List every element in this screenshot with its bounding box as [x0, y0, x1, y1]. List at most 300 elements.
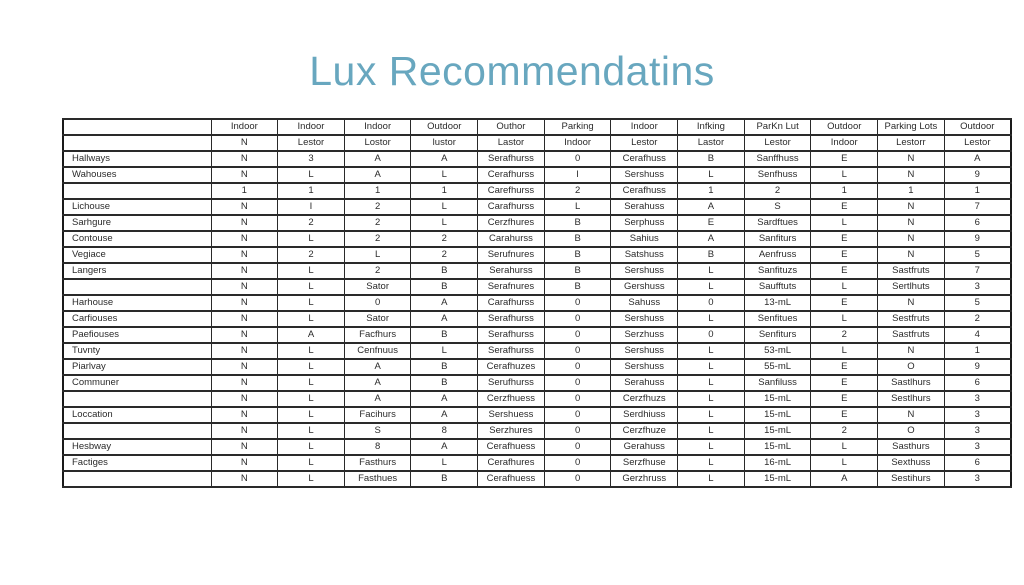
row-label-cell: Carfiouses [63, 311, 211, 327]
lux-recommendations-table [62, 118, 1012, 488]
data-cell: Sertlhuts [878, 279, 945, 295]
table-row [63, 375, 1011, 391]
data-cell: 2 [344, 231, 411, 247]
row-label-cell [63, 423, 211, 439]
data-cell: L [411, 199, 478, 215]
data-cell: L [678, 359, 745, 375]
data-cell: 0 [544, 311, 611, 327]
data-cell: Cerafhuss [611, 183, 678, 199]
data-cell: L [678, 423, 745, 439]
data-cell: 5 [944, 295, 1011, 311]
data-cell: L [278, 167, 345, 183]
row-label-cell: Tuvnty [63, 343, 211, 359]
table-row [63, 327, 1011, 343]
data-cell: 15-mL [744, 423, 811, 439]
data-cell: L [278, 471, 345, 487]
data-cell: 0 [544, 455, 611, 471]
data-cell: 0 [544, 439, 611, 455]
data-cell: 0 [344, 295, 411, 311]
data-cell: 15-mL [744, 407, 811, 423]
row-label-cell [63, 471, 211, 487]
data-cell: N [878, 407, 945, 423]
data-cell: Sershuss [611, 263, 678, 279]
data-cell: 2 [411, 247, 478, 263]
data-cell: Serzfhuse [611, 455, 678, 471]
data-cell: 1 [678, 183, 745, 199]
data-cell: 3 [944, 423, 1011, 439]
data-cell: Gerahuss [611, 439, 678, 455]
column-header: lustor [411, 135, 478, 151]
data-cell: Sershuss [611, 167, 678, 183]
data-cell: N [878, 151, 945, 167]
data-cell: N [211, 423, 278, 439]
data-cell: 3 [944, 391, 1011, 407]
data-cell: Sershuss [611, 311, 678, 327]
data-cell: Cerafhuss [611, 151, 678, 167]
data-cell: Sardftues [744, 215, 811, 231]
table-row [63, 391, 1011, 407]
data-cell: L [278, 391, 345, 407]
data-cell: Sanfituzs [744, 263, 811, 279]
data-cell: 2 [944, 311, 1011, 327]
data-cell: 2 [278, 215, 345, 231]
data-cell: A [411, 407, 478, 423]
data-cell: L [544, 199, 611, 215]
data-cell: L [278, 359, 345, 375]
data-cell: Serufhurss [478, 375, 545, 391]
column-header: Parking Lots [878, 119, 945, 135]
data-cell: B [544, 247, 611, 263]
data-cell: Serdhiuss [611, 407, 678, 423]
data-cell: N [211, 231, 278, 247]
data-cell: I [278, 199, 345, 215]
column-header: Lestor [278, 135, 345, 151]
data-cell: 3 [278, 151, 345, 167]
data-cell: A [411, 391, 478, 407]
data-cell: A [944, 151, 1011, 167]
data-cell: 2 [811, 423, 878, 439]
data-cell: L [678, 455, 745, 471]
data-cell: N [211, 359, 278, 375]
data-cell: O [878, 423, 945, 439]
data-cell: E [811, 199, 878, 215]
data-cell: 9 [944, 359, 1011, 375]
data-cell: L [344, 247, 411, 263]
data-cell: S [344, 423, 411, 439]
data-cell: A [678, 231, 745, 247]
data-cell: L [811, 215, 878, 231]
data-cell: 7 [944, 263, 1011, 279]
data-cell: L [811, 439, 878, 455]
data-cell: Cerzfhuze [611, 423, 678, 439]
data-cell: A [811, 471, 878, 487]
data-cell: A [411, 311, 478, 327]
data-cell: 16-mL [744, 455, 811, 471]
data-cell: 0 [544, 151, 611, 167]
data-cell: L [678, 167, 745, 183]
data-cell: 0 [544, 471, 611, 487]
table-row [63, 295, 1011, 311]
column-header: Indoor [544, 135, 611, 151]
data-cell: 9 [944, 231, 1011, 247]
data-cell: L [678, 343, 745, 359]
data-cell: L [278, 375, 345, 391]
row-label-cell [63, 183, 211, 199]
data-cell: Sershuess [478, 407, 545, 423]
data-cell: 6 [944, 375, 1011, 391]
data-cell: L [678, 279, 745, 295]
row-label-cell: Factiges [63, 455, 211, 471]
column-header: Outhor [478, 119, 545, 135]
data-cell: Senfhuss [744, 167, 811, 183]
data-cell: Sanfiturs [744, 231, 811, 247]
data-cell: E [811, 407, 878, 423]
data-cell: N [211, 263, 278, 279]
row-label-header [63, 119, 211, 135]
data-cell: B [544, 263, 611, 279]
data-cell: 2 [344, 263, 411, 279]
data-cell: E [811, 295, 878, 311]
data-cell: Serafnures [478, 279, 545, 295]
data-cell: Sestlhurs [878, 391, 945, 407]
table-row [63, 215, 1011, 231]
column-header: Indoor [344, 119, 411, 135]
row-label-cell [63, 279, 211, 295]
data-cell: 1 [944, 183, 1011, 199]
data-cell: 0 [544, 407, 611, 423]
data-cell: N [878, 215, 945, 231]
data-cell: 0 [678, 295, 745, 311]
column-header: Indoor [611, 119, 678, 135]
data-cell: Sershuss [611, 359, 678, 375]
data-cell: 2 [811, 327, 878, 343]
data-cell: Serufnures [478, 247, 545, 263]
data-cell: L [811, 279, 878, 295]
data-cell: B [411, 279, 478, 295]
data-cell: Serzhuss [611, 327, 678, 343]
data-cell: N [878, 247, 945, 263]
data-cell: 1 [811, 183, 878, 199]
data-cell: E [811, 247, 878, 263]
data-cell: Serafhurss [478, 343, 545, 359]
data-cell: L [811, 455, 878, 471]
data-cell: Serphuss [611, 215, 678, 231]
data-cell: L [278, 279, 345, 295]
data-cell: 0 [544, 327, 611, 343]
data-cell: Senfitues [744, 311, 811, 327]
table-body [63, 151, 1011, 487]
data-cell: Fasthues [344, 471, 411, 487]
data-cell: L [678, 439, 745, 455]
row-label-cell: Langers [63, 263, 211, 279]
data-cell: 0 [544, 343, 611, 359]
data-cell: L [811, 311, 878, 327]
data-cell: N [211, 199, 278, 215]
data-cell: L [411, 167, 478, 183]
data-cell: Carafhurss [478, 199, 545, 215]
column-header: Indoor [811, 135, 878, 151]
data-cell: Serahuss [611, 199, 678, 215]
data-cell: L [678, 263, 745, 279]
data-cell: Sahuss [611, 295, 678, 311]
row-label-cell: Hallways [63, 151, 211, 167]
data-cell: N [878, 199, 945, 215]
data-cell: 6 [944, 455, 1011, 471]
data-cell: 55-mL [744, 359, 811, 375]
data-cell: 3 [944, 471, 1011, 487]
column-header: N [211, 135, 278, 151]
data-cell: Sastfruts [878, 263, 945, 279]
row-label-cell: Lichouse [63, 199, 211, 215]
data-cell: 5 [944, 247, 1011, 263]
data-cell: L [278, 343, 345, 359]
column-header: Parking [544, 119, 611, 135]
data-cell: L [678, 471, 745, 487]
header-row [63, 119, 1011, 135]
data-cell: 13-mL [744, 295, 811, 311]
table-row [63, 183, 1011, 199]
data-cell: Serzhures [478, 423, 545, 439]
data-cell: N [211, 311, 278, 327]
data-cell: L [411, 215, 478, 231]
data-cell: L [278, 295, 345, 311]
table-row [63, 199, 1011, 215]
data-cell: 2 [411, 231, 478, 247]
column-header: Infking [678, 119, 745, 135]
data-cell: E [811, 263, 878, 279]
data-cell: E [811, 375, 878, 391]
data-cell: Cerafhurss [478, 167, 545, 183]
data-cell: B [411, 375, 478, 391]
data-cell: L [411, 455, 478, 471]
data-cell: 1 [344, 183, 411, 199]
column-header: Outdoor [811, 119, 878, 135]
row-label-cell: Wahouses [63, 167, 211, 183]
data-cell: B [544, 279, 611, 295]
data-cell: Cerafhuess [478, 439, 545, 455]
data-cell: 2 [344, 199, 411, 215]
data-cell: N [211, 167, 278, 183]
data-cell: Gershuss [611, 279, 678, 295]
column-header: Lestor [944, 135, 1011, 151]
data-cell: L [278, 455, 345, 471]
data-cell: N [878, 343, 945, 359]
data-cell: 1 [878, 183, 945, 199]
data-cell: A [278, 327, 345, 343]
data-cell: N [211, 391, 278, 407]
data-cell: B [411, 327, 478, 343]
data-cell: Cerafhuzes [478, 359, 545, 375]
data-cell: Serahurss [478, 263, 545, 279]
data-cell: Sator [344, 279, 411, 295]
data-cell: L [811, 343, 878, 359]
data-cell: Serafhurss [478, 311, 545, 327]
column-header: Indoor [211, 119, 278, 135]
table-row [63, 455, 1011, 471]
data-cell: A [344, 151, 411, 167]
data-cell: 0 [544, 391, 611, 407]
data-cell: A [344, 391, 411, 407]
data-cell: L [278, 231, 345, 247]
data-cell: Sasthurs [878, 439, 945, 455]
data-cell: L [278, 407, 345, 423]
data-cell: Fasthurs [344, 455, 411, 471]
column-header: Lestor [744, 135, 811, 151]
row-label-cell: Sarhgure [63, 215, 211, 231]
data-cell: 53-mL [744, 343, 811, 359]
row-label-cell: Contouse [63, 231, 211, 247]
column-header: Lastor [678, 135, 745, 151]
data-cell: N [211, 439, 278, 455]
data-cell: Sahius [611, 231, 678, 247]
data-cell: 15-mL [744, 471, 811, 487]
data-cell: Gerzhruss [611, 471, 678, 487]
data-cell: A [344, 359, 411, 375]
data-cell: 2 [544, 183, 611, 199]
data-cell: 8 [411, 423, 478, 439]
row-label-cell: Paefiouses [63, 327, 211, 343]
data-cell: Serahuss [611, 375, 678, 391]
data-cell: B [678, 247, 745, 263]
table-row [63, 359, 1011, 375]
data-cell: 15-mL [744, 439, 811, 455]
data-cell: 3 [944, 279, 1011, 295]
data-cell: Carafhurss [478, 295, 545, 311]
data-cell: 3 [944, 407, 1011, 423]
data-cell: N [878, 167, 945, 183]
data-cell: 0 [544, 423, 611, 439]
data-cell: B [411, 359, 478, 375]
data-cell: Cerzfhuess [478, 391, 545, 407]
data-cell: 6 [944, 215, 1011, 231]
table-row [63, 439, 1011, 455]
data-cell: E [811, 391, 878, 407]
data-cell: 0 [544, 295, 611, 311]
row-label-cell: Communer [63, 375, 211, 391]
row-label-cell: Piarlvay [63, 359, 211, 375]
data-cell: L [278, 311, 345, 327]
data-cell: E [811, 151, 878, 167]
data-cell: L [811, 167, 878, 183]
row-label-cell: Loccation [63, 407, 211, 423]
column-header: ParKn Lut [744, 119, 811, 135]
data-cell: N [211, 327, 278, 343]
data-cell: 9 [944, 167, 1011, 183]
data-cell: Sestfruts [878, 311, 945, 327]
table-row [63, 279, 1011, 295]
table-row [63, 167, 1011, 183]
column-header: Lastor [478, 135, 545, 151]
data-cell: E [678, 215, 745, 231]
data-cell: Facfhurs [344, 327, 411, 343]
table-row [63, 471, 1011, 487]
data-cell: 1 [278, 183, 345, 199]
data-cell: Facihurs [344, 407, 411, 423]
data-cell: 1 [211, 183, 278, 199]
data-cell: 1 [944, 343, 1011, 359]
data-cell: L [278, 263, 345, 279]
page-title: Lux Recommendatins [309, 48, 715, 94]
data-cell: L [678, 391, 745, 407]
data-cell: 8 [344, 439, 411, 455]
data-cell: L [278, 439, 345, 455]
header-row [63, 135, 1011, 151]
data-cell: A [411, 295, 478, 311]
data-cell: Satshuss [611, 247, 678, 263]
data-cell: L [411, 343, 478, 359]
data-cell: 3 [944, 439, 1011, 455]
data-cell: 7 [944, 199, 1011, 215]
data-cell: Sershuss [611, 343, 678, 359]
data-cell: Cenfnuus [344, 343, 411, 359]
table-row [63, 423, 1011, 439]
data-cell: N [211, 407, 278, 423]
table-row [63, 343, 1011, 359]
data-cell: Sastlhurs [878, 375, 945, 391]
data-cell: N [211, 247, 278, 263]
table-row [63, 407, 1011, 423]
data-cell: Sexthuss [878, 455, 945, 471]
column-header: Lostor [344, 135, 411, 151]
data-cell: 2 [744, 183, 811, 199]
data-cell: A [678, 199, 745, 215]
data-cell: E [811, 359, 878, 375]
data-cell: Sestihurs [878, 471, 945, 487]
data-cell: O [878, 359, 945, 375]
data-cell: L [678, 407, 745, 423]
data-cell: N [211, 343, 278, 359]
data-cell: L [678, 311, 745, 327]
row-label-cell: Vegiace [63, 247, 211, 263]
column-header: Lestorr [878, 135, 945, 151]
data-cell: 4 [944, 327, 1011, 343]
column-header: Indoor [278, 119, 345, 135]
row-label-cell [63, 391, 211, 407]
data-cell: Cerafhures [478, 455, 545, 471]
data-cell: Serafhurss [478, 327, 545, 343]
data-cell: N [211, 375, 278, 391]
data-cell: 1 [411, 183, 478, 199]
data-cell: 0 [544, 359, 611, 375]
data-cell: A [344, 375, 411, 391]
data-cell: Cerzfhuzs [611, 391, 678, 407]
data-cell: B [544, 231, 611, 247]
data-cell: 0 [678, 327, 745, 343]
data-cell: Carefhurss [478, 183, 545, 199]
data-cell: 2 [278, 247, 345, 263]
data-cell: B [411, 471, 478, 487]
data-cell: Carahurss [478, 231, 545, 247]
data-cell: Serafhurss [478, 151, 545, 167]
column-header: Lestor [611, 135, 678, 151]
data-cell: N [211, 471, 278, 487]
data-cell: N [878, 295, 945, 311]
data-cell: N [211, 455, 278, 471]
table-row [63, 263, 1011, 279]
table-row [63, 151, 1011, 167]
data-cell: A [411, 151, 478, 167]
row-label-cell: Hesbway [63, 439, 211, 455]
row-label-cell: Harhouse [63, 295, 211, 311]
table-row [63, 311, 1011, 327]
column-header: Outdoor [944, 119, 1011, 135]
data-cell: B [544, 215, 611, 231]
data-cell: N [878, 231, 945, 247]
table-header [63, 119, 1011, 151]
data-cell: Cerzfhures [478, 215, 545, 231]
column-header: Outdoor [411, 119, 478, 135]
table-row [63, 231, 1011, 247]
